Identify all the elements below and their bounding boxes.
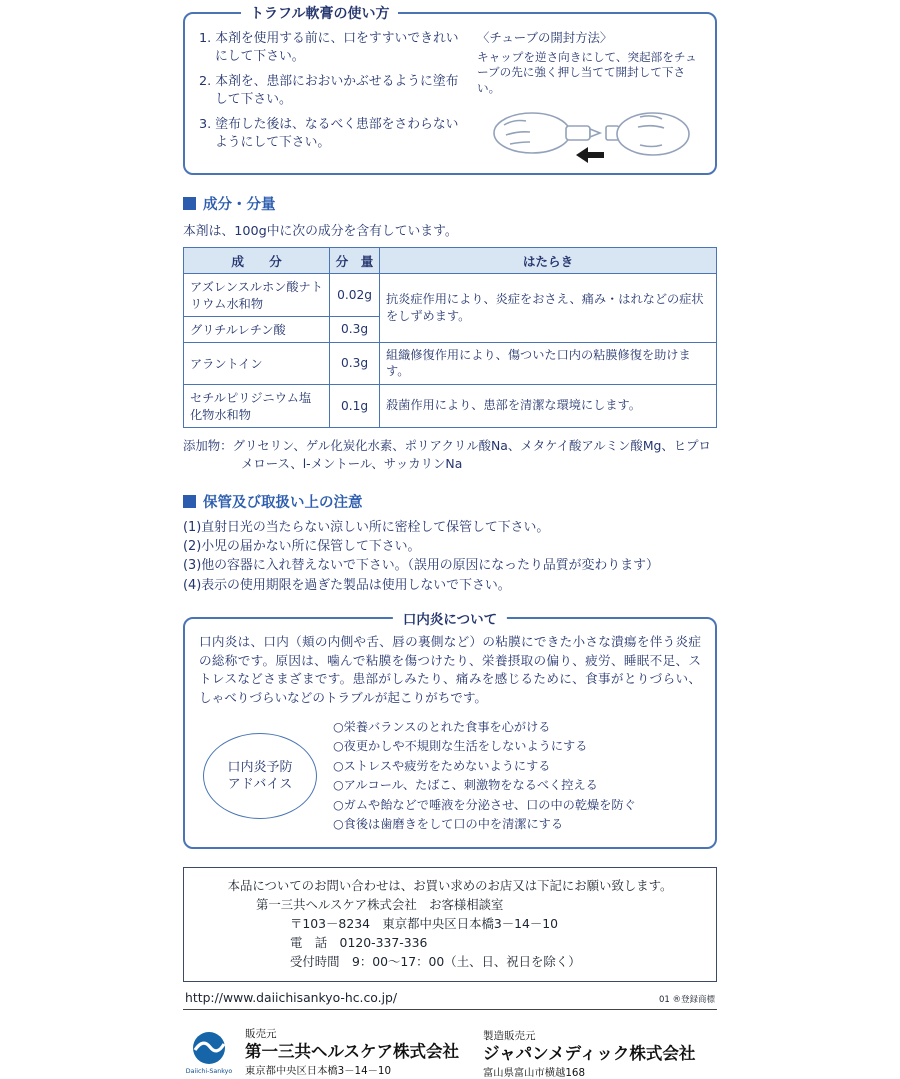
tip-item: ○アルコール、たばこ、刺激物をなるべく控える bbox=[333, 778, 598, 793]
ingredient-name: セチルピリジニウム塩化物水和物 bbox=[184, 384, 330, 427]
seller-label: 販売元 bbox=[245, 1027, 277, 1040]
arrow-left-icon bbox=[576, 147, 604, 163]
url-row bbox=[183, 990, 717, 1010]
storage-item: (2)小児の届かない所に保管して下さい。 bbox=[183, 538, 421, 554]
additives-note: 添加物：グリセリン、ゲル化炭化水素、ポリアクリル酸Na、メタケイ酸アルミン酸Mg、ヒプロメロース、l-メントール、サッカリンNa bbox=[183, 437, 711, 471]
usage-step: 2. 本剤を、患部におおいかぶせるように塗布して下さい。 bbox=[199, 73, 459, 107]
tip-item: ○栄養バランスのとれた食事を心がける bbox=[333, 719, 551, 734]
tip-item: ○夜更かしや不規則な生活をしないようにする bbox=[333, 739, 588, 754]
usage-step: 1. 本剤を使用する前に、口をすすいできれいにして下さい。 bbox=[199, 31, 459, 64]
contact-company: 第一三共ヘルスケア株式会社 お客様相談室 bbox=[256, 896, 504, 912]
usage-instructions-box bbox=[183, 6, 717, 175]
manufacturer-label: 製造販売元 bbox=[483, 1029, 536, 1042]
advice-row bbox=[199, 718, 701, 835]
section-label: 成分・分量 bbox=[203, 196, 276, 213]
contact-intro: 本品についてのお問い合わせは、お買い求めのお店又は下記にお願い致します。 bbox=[227, 877, 673, 893]
ingredient-amount: 0.3g bbox=[330, 316, 380, 342]
ingredient-amount: 0.1g bbox=[330, 384, 380, 427]
col-header-effect: はたらき bbox=[380, 247, 717, 273]
tube-opening-title: 〈チューブの開封方法〉 bbox=[477, 30, 613, 45]
tip-item: ○ストレスや疲労をためないようにする bbox=[333, 758, 551, 773]
daiichi-sankyo-logo-icon bbox=[191, 1030, 227, 1066]
stomatitis-body: 口内炎は、口内（頬の内側や舌、唇の裏側など）の粘膜にできた小さな潰瘍を伴う炎症の総称です。原因は、噛んで粘膜を傷つけたり、栄養摂取の偏り、疲労、睡眠不足、ストレスなどさまざまです。患部がしみたり、痛みを感じるために、食事がとりづらい、しゃべりづらいなどのトラブルが起こりがちです。 bbox=[199, 634, 701, 705]
trademark-note: 01 ®登録商標 bbox=[658, 994, 715, 1005]
ingredient-effect: 組織修復作用により、傷ついた口内の粘膜修復を助けます。 bbox=[380, 342, 717, 384]
table-header-row bbox=[184, 247, 717, 273]
document-page bbox=[183, 0, 717, 1079]
advice-tips bbox=[333, 718, 636, 835]
logo-column bbox=[183, 1026, 235, 1079]
seller-text bbox=[245, 1026, 459, 1079]
seller-address: 東京都中央区日本橋3－14－10 bbox=[245, 1065, 392, 1078]
storage-item: (3)他の容器に入れ替えないで下さい。（誤用の原因になったり品質が変わります） bbox=[183, 558, 659, 574]
tube-opening-section bbox=[477, 30, 703, 165]
storage-item: (4)表示の使用期限を過ぎた製品は使用しないで下さい。 bbox=[183, 577, 511, 593]
manufacturer-company: ジャパンメディック株式会社 bbox=[483, 1043, 696, 1063]
col-header-ingredient: 成 分 bbox=[184, 247, 330, 273]
ingredients-table bbox=[183, 247, 717, 428]
contact-address: 〒103－8234 東京都中央区日本橋3－14－10 bbox=[290, 916, 559, 932]
ingredient-effect: 殺菌作用により、患部を清潔な環境にします。 bbox=[380, 384, 717, 427]
tip-item: ○ガムや飴などで唾液を分泌させ、口の中の乾燥を防ぐ bbox=[333, 797, 636, 812]
hands-opening-tube-illustration bbox=[490, 103, 690, 165]
advice-circle-line: アドバイス bbox=[227, 777, 293, 793]
ingredient-name: アラントイン bbox=[184, 342, 330, 384]
logo-caption: Daiichi-Sankyo bbox=[185, 1067, 233, 1075]
seller-company: 第一三共ヘルスケア株式会社 bbox=[245, 1041, 460, 1061]
website-url: http://www.daiichisankyo-hc.co.jp/ bbox=[185, 989, 398, 1005]
section-square-icon bbox=[183, 197, 196, 210]
usage-steps bbox=[199, 30, 467, 165]
table-row bbox=[184, 384, 717, 427]
section-heading-ingredients bbox=[183, 193, 717, 214]
stomatitis-box-title: 口内炎について bbox=[393, 608, 507, 628]
advice-circle bbox=[203, 733, 317, 819]
usage-box-title: トラフル軟膏の使い方 bbox=[241, 3, 398, 23]
col-header-amount: 分 量 bbox=[330, 247, 380, 273]
contact-phone: 電 話 0120-337-336 bbox=[290, 935, 428, 951]
stomatitis-info-box bbox=[183, 612, 717, 849]
table-row bbox=[184, 342, 717, 384]
ingredient-effect: 抗炎症作用により、炎症をおさえ、痛み・はれなどの症状をしずめます。 bbox=[380, 273, 717, 342]
usage-step: 3. 塗布した後は、なるべく患部をさわらないようにして下さい。 bbox=[199, 116, 459, 150]
tube-opening-text: キャップを逆さ向きにして、突起部をチューブの先に強く押し当てて開封して下さい。 bbox=[477, 49, 697, 96]
seller-block bbox=[183, 1026, 483, 1079]
ingredient-amount: 0.3g bbox=[330, 342, 380, 384]
section-square-icon bbox=[183, 495, 196, 508]
tip-item: ○食後は歯磨きをして口の中を清潔にする bbox=[333, 817, 564, 832]
ingredient-name: アズレンスルホン酸ナトリウム水和物 bbox=[184, 273, 330, 316]
manufacturer-block bbox=[483, 1026, 717, 1079]
footer bbox=[183, 1026, 717, 1079]
storage-item: (1)直射日光の当たらない涼しい所に密栓して保管して下さい。 bbox=[183, 519, 550, 535]
contact-hours: 受付時間 9：00～17：00（土、日、祝日を除く） bbox=[290, 954, 581, 970]
ingredient-name: グリチルレチン酸 bbox=[184, 316, 330, 342]
table-row bbox=[184, 273, 717, 316]
ingredient-amount: 0.02g bbox=[330, 273, 380, 316]
manufacturer-address: 富山県富山市横越168 bbox=[483, 1067, 586, 1079]
section-heading-storage bbox=[183, 491, 717, 512]
storage-list bbox=[183, 518, 717, 595]
contact-box bbox=[183, 867, 717, 982]
ingredients-intro: 本剤は、100g中に次の成分を含有しています。 bbox=[183, 223, 458, 239]
advice-circle-line: 口内炎予防 bbox=[227, 759, 293, 775]
section-label: 保管及び取扱い上の注意 bbox=[203, 494, 363, 511]
